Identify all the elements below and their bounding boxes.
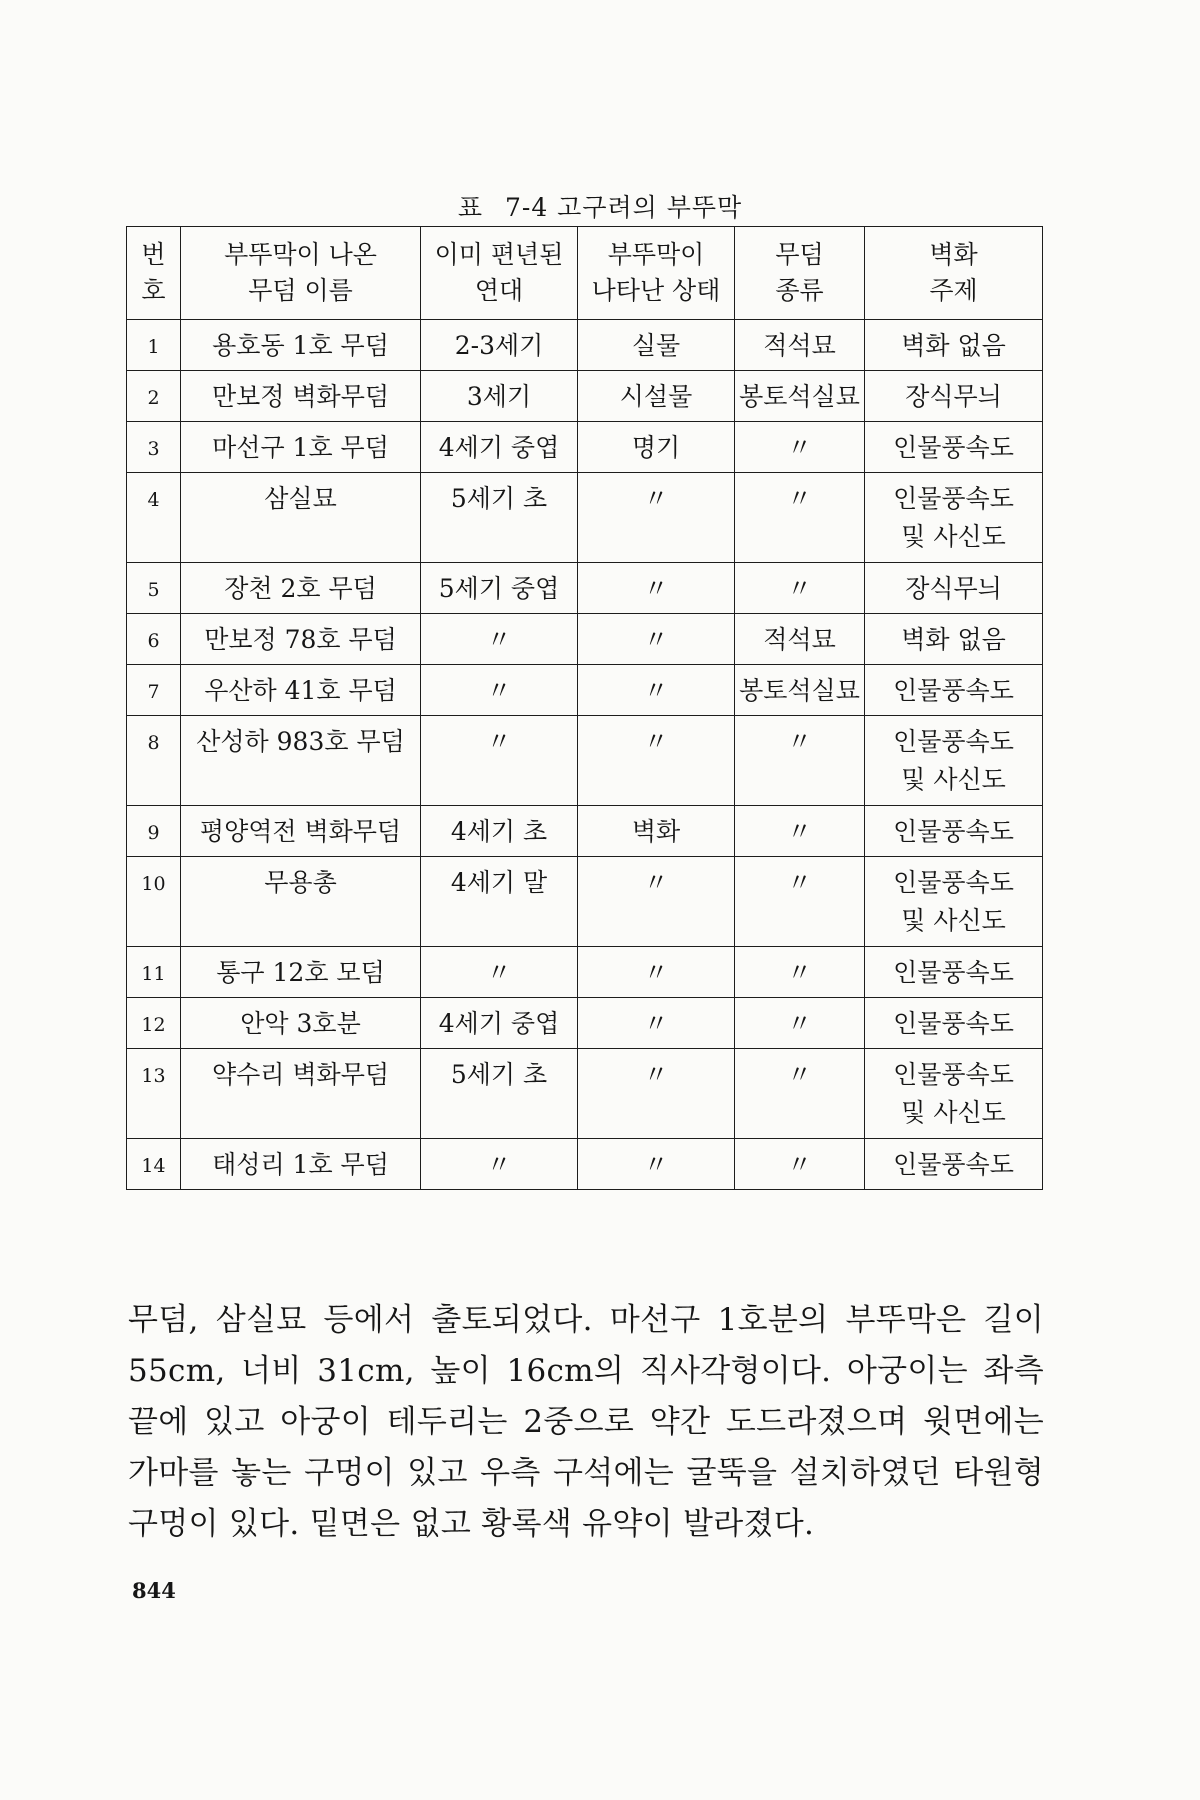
table-row (127, 320, 1043, 371)
cell-date: 3세기 (421, 371, 578, 422)
cell-mural-theme (865, 998, 1043, 1049)
cell-tomb-type: 〃 (735, 1139, 865, 1190)
cell-tomb-name: 장천 2호 무덤 (181, 563, 421, 614)
cell-number: 13 (127, 1049, 181, 1139)
cell-tomb-type: 〃 (735, 422, 865, 473)
cell-date: 4세기 말 (421, 857, 578, 947)
cell-state: 〃 (578, 614, 735, 665)
cell-tomb-type: 〃 (735, 1049, 865, 1139)
table-header-row (127, 227, 1043, 320)
mural-theme-line: 인물풍속도 (893, 433, 1014, 462)
cell-number: 10 (127, 857, 181, 947)
cell-date: 〃 (421, 1139, 578, 1190)
cell-number: 12 (127, 998, 181, 1049)
mural-theme-line: 인물풍속도 (893, 727, 1014, 756)
cell-number: 9 (127, 806, 181, 857)
mural-theme-line: 인물풍속도 (893, 484, 1014, 513)
table-row (127, 614, 1043, 665)
table-caption-label: 표 (457, 193, 483, 222)
mural-theme-line: 및 사신도 (901, 1098, 1006, 1127)
cell-number: 14 (127, 1139, 181, 1190)
cell-tomb-name: 무용총 (181, 857, 421, 947)
cell-mural-theme (865, 806, 1043, 857)
cell-number: 8 (127, 716, 181, 806)
cell-date: 5세기 초 (421, 473, 578, 563)
cell-number: 5 (127, 563, 181, 614)
cell-state: 〃 (578, 857, 735, 947)
cell-tomb-type: 〃 (735, 857, 865, 947)
cell-mural-theme (865, 1139, 1043, 1190)
cell-tomb-type: 〃 (735, 806, 865, 857)
cell-tomb-name: 안악 3호분 (181, 998, 421, 1049)
mural-theme-line: 장식무늬 (905, 574, 1002, 603)
mural-theme-line: 및 사신도 (901, 765, 1006, 794)
mural-theme-line: 인물풍속도 (893, 817, 1014, 846)
cell-date: 〃 (421, 947, 578, 998)
table-row (127, 473, 1043, 563)
cell-tomb-name: 삼실묘 (181, 473, 421, 563)
table-row (127, 947, 1043, 998)
cell-tomb-name: 만보정 78호 무덤 (181, 614, 421, 665)
table-row (127, 857, 1043, 947)
cell-state: 〃 (578, 563, 735, 614)
mural-theme-line: 및 사신도 (901, 522, 1006, 551)
cell-mural-theme (865, 473, 1043, 563)
header-mural-theme: 벽화 주제 (865, 227, 1043, 320)
header-date: 이미 편년된 연대 (421, 227, 578, 320)
cell-mural-theme (865, 320, 1043, 371)
cell-number: 6 (127, 614, 181, 665)
mural-theme-line: 인물풍속도 (893, 1150, 1014, 1179)
cell-date: 5세기 초 (421, 1049, 578, 1139)
mural-theme-line: 및 사신도 (901, 906, 1006, 935)
table-row (127, 563, 1043, 614)
table-row (127, 422, 1043, 473)
cell-state: 시설물 (578, 371, 735, 422)
cell-tomb-type: 적석묘 (735, 614, 865, 665)
mural-theme-line: 인물풍속도 (893, 1060, 1014, 1089)
table-caption-title: 7-4 고구려의 부뚜막 (504, 193, 743, 222)
table-row (127, 371, 1043, 422)
header-tomb-name: 부뚜막이 나온 무덤 이름 (181, 227, 421, 320)
cell-state: 〃 (578, 1139, 735, 1190)
cell-tomb-type: 〃 (735, 947, 865, 998)
cell-date: 〃 (421, 716, 578, 806)
cell-state: 〃 (578, 665, 735, 716)
cell-number: 11 (127, 947, 181, 998)
cell-date: 4세기 중엽 (421, 998, 578, 1049)
cell-tomb-type: 〃 (735, 998, 865, 1049)
cell-number: 1 (127, 320, 181, 371)
cell-tomb-type: 〃 (735, 716, 865, 806)
cell-mural-theme (865, 716, 1043, 806)
cell-mural-theme (865, 371, 1043, 422)
table-row (127, 998, 1043, 1049)
mural-theme-line: 벽화 없음 (901, 331, 1006, 360)
cell-tomb-type: 〃 (735, 563, 865, 614)
cell-number: 4 (127, 473, 181, 563)
page-number: 844 (132, 1578, 176, 1603)
mural-theme-line: 장식무늬 (905, 382, 1002, 411)
header-tomb-type: 무덤 종류 (735, 227, 865, 320)
cell-tomb-name: 만보정 벽화무덤 (181, 371, 421, 422)
cell-tomb-name: 태성리 1호 무덤 (181, 1139, 421, 1190)
cell-tomb-name: 우산하 41호 무덤 (181, 665, 421, 716)
header-state: 부뚜막이 나타난 상태 (578, 227, 735, 320)
mural-theme-line: 벽화 없음 (901, 625, 1006, 654)
cell-state: 〃 (578, 998, 735, 1049)
mural-theme-line: 인물풍속도 (893, 1009, 1014, 1038)
mural-theme-line: 인물풍속도 (893, 676, 1014, 705)
table-row (127, 665, 1043, 716)
cell-date: 5세기 중엽 (421, 563, 578, 614)
cell-mural-theme (865, 947, 1043, 998)
cell-state: 〃 (578, 1049, 735, 1139)
mural-theme-line: 인물풍속도 (893, 868, 1014, 897)
cell-number: 2 (127, 371, 181, 422)
cell-number: 7 (127, 665, 181, 716)
mural-theme-line: 인물풍속도 (893, 958, 1014, 987)
cell-tomb-name: 평양역전 벽화무덤 (181, 806, 421, 857)
cell-mural-theme (865, 563, 1043, 614)
cell-tomb-type: 적석묘 (735, 320, 865, 371)
header-number: 번 호 (127, 227, 181, 320)
cell-date: 4세기 초 (421, 806, 578, 857)
cell-date: 〃 (421, 665, 578, 716)
cell-mural-theme (865, 1049, 1043, 1139)
table-row (127, 1139, 1043, 1190)
cell-state: 〃 (578, 947, 735, 998)
tomb-table (126, 226, 1043, 1190)
cell-mural-theme (865, 614, 1043, 665)
cell-tomb-type: 봉토석실묘 (735, 371, 865, 422)
table-caption (0, 188, 1200, 224)
cell-state: 〃 (578, 716, 735, 806)
cell-tomb-name: 약수리 벽화무덤 (181, 1049, 421, 1139)
table-row (127, 1049, 1043, 1139)
body-paragraph: 무덤, 삼실묘 등에서 출토되었다. 마선구 1호분의 부뚜막은 길이 55cm, 너비 31cm, 높이 16cm의 직사각형이다. 아궁이는 좌측 끝에 있고 아궁이 테두리는 2중으로 약간 도드라졌으며 윗면에는 가마를 놓는 구멍이 있고 우측 구석에는 굴뚝을 설치하였던 타원형 구멍이 있다. 밑면은 없고 황록색 유약이 발라졌다. (128, 1302, 1044, 1542)
table-row (127, 716, 1043, 806)
cell-mural-theme (865, 665, 1043, 716)
cell-state: 벽화 (578, 806, 735, 857)
cell-tomb-name: 마선구 1호 무덤 (181, 422, 421, 473)
cell-mural-theme (865, 422, 1043, 473)
cell-number: 3 (127, 422, 181, 473)
cell-state: 명기 (578, 422, 735, 473)
cell-tomb-type: 〃 (735, 473, 865, 563)
table-row (127, 806, 1043, 857)
cell-tomb-name: 산성하 983호 무덤 (181, 716, 421, 806)
cell-date: 2-3세기 (421, 320, 578, 371)
cell-state: 〃 (578, 473, 735, 563)
cell-date: 4세기 중엽 (421, 422, 578, 473)
cell-state: 실물 (578, 320, 735, 371)
cell-tomb-name: 통구 12호 모덤 (181, 947, 421, 998)
cell-tomb-name: 용호동 1호 무덤 (181, 320, 421, 371)
cell-tomb-type: 봉토석실묘 (735, 665, 865, 716)
cell-mural-theme (865, 857, 1043, 947)
cell-date: 〃 (421, 614, 578, 665)
